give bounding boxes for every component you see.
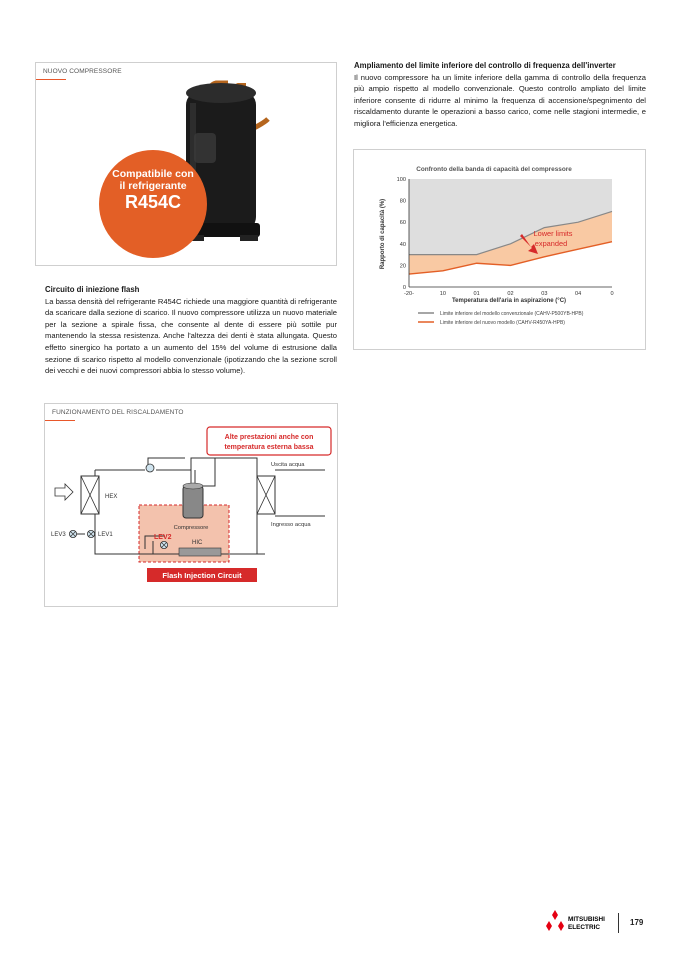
- y-tick-label: 80: [399, 198, 406, 205]
- y-tick-label: 100: [396, 177, 406, 183]
- flash-heading: Circuito di iniezione flash: [45, 285, 140, 294]
- badge-line-3: R454C: [124, 192, 182, 212]
- y-tick-label: 20: [399, 263, 406, 270]
- three-diamonds-icon: [546, 910, 564, 931]
- refrigerant-badge: [99, 150, 207, 258]
- hex-label: HEX: [105, 494, 118, 500]
- heating-panel-label: FUNZIONAMENTO DEL RISCALDAMENTO: [52, 409, 184, 416]
- lev1-label: LEV1: [98, 532, 113, 538]
- y-tick-label: 60: [399, 220, 406, 227]
- lev2-label: LEV2: [154, 534, 172, 541]
- x-tick-label: 0: [610, 291, 614, 297]
- inverter-section: [354, 60, 646, 130]
- flash-circuit-label: Flash Injection Circuit: [162, 571, 242, 580]
- x-tick-label: -20-: [404, 291, 414, 297]
- chart-xlabel: Temperatura dell'aria in aspirazione (°C): [451, 298, 567, 304]
- air-flow-icon: [55, 484, 73, 500]
- heating-panel: [44, 403, 338, 607]
- mitsubishi-logo: [546, 910, 616, 934]
- badge-line-1: Compatibile con: [112, 168, 194, 180]
- callout-line-2: temperatura esterna bassa: [224, 444, 314, 451]
- brand-line-1: MITSUBISHI: [568, 916, 605, 923]
- chart-annotation-line2: expanded: [534, 239, 568, 248]
- water-out-label: Uscita acqua: [271, 462, 305, 468]
- compressor-unit: [183, 486, 203, 518]
- flash-body: La bassa densità del refrigerante R454C richiede una maggiore quantità di refrigerante da scaricare dalla sezione di scarico. Il nuovo compressore utilizza un nuovo materiale per la sezione a spirale fissa, che consente al dente di essere più sottile pur mantenendo la stessa resistenza. Anche l'altezza dei denti è stata allungata. Questo effetto sinergico ha portato a un aumento del 15% del volume di estrusione dalla sezione di scarico rispetto al modello convenzionale (ipotizzando che la sezione scroll dei vecchi e dei nuovi compressori abbia lo stesso volume).: [45, 296, 337, 376]
- x-tick-label: 03: [541, 291, 548, 297]
- capacity-chart: [354, 150, 645, 349]
- flash-section: [45, 284, 337, 377]
- compressor-panel-label: NUOVO COMPRESSORE: [43, 68, 122, 75]
- x-tick-label: 04: [575, 291, 582, 297]
- inverter-heading: Ampliamento del limite inferiore del controllo di frequenza dell'inverter: [354, 61, 616, 70]
- chart-annotation-line1: Lower limits: [533, 229, 573, 238]
- four-way-valve-icon: [146, 464, 154, 472]
- x-tick-label: 02: [507, 291, 514, 297]
- x-tick-label: 10: [439, 291, 446, 297]
- page-number: 179: [630, 918, 644, 927]
- badge-line-2: il refrigerante: [119, 180, 187, 192]
- legend-new: Limite inferiore del nuovo modello (CAHV-R450YA-HPB): [440, 320, 565, 326]
- chart-ylabel: Rapporto di capacità (%): [380, 198, 386, 270]
- heating-circuit-diagram: [45, 404, 337, 606]
- callout-line-1: Alte prestazioni anche con: [224, 434, 314, 441]
- y-tick-label: 0: [402, 285, 406, 291]
- water-in-label: Ingresso acqua: [271, 522, 311, 528]
- x-tick-label: 01: [473, 291, 480, 297]
- chart-title: Confronto della banda di capacità del compressore: [416, 166, 572, 173]
- lev3-label: LEV3: [51, 532, 66, 538]
- y-tick-label: 40: [399, 241, 406, 248]
- brand-line-2: ELECTRIC: [568, 924, 600, 931]
- footer-separator: [618, 913, 619, 933]
- legend-conventional: Limite inferiore del modello convenzionale (CAHV-P500YB-HPB): [440, 311, 584, 317]
- hic-label: HIC: [192, 540, 203, 546]
- chart-panel: [353, 149, 646, 350]
- hic-unit: [179, 548, 221, 556]
- compressor-label: Compressore: [173, 525, 209, 531]
- inverter-body: Il nuovo compressore ha un limite inferiore della gamma di controllo della frequenza più ampio rispetto al modello convenzionale. Questo controllo ampliato del limite inferiore consente di ridurre al minimo la frequenza di accensione/spegnimento del riscaldamento durante le operazioni a basso carico, come nelle stagioni intermedie, e migliora l'efficienza energetica.: [354, 72, 646, 128]
